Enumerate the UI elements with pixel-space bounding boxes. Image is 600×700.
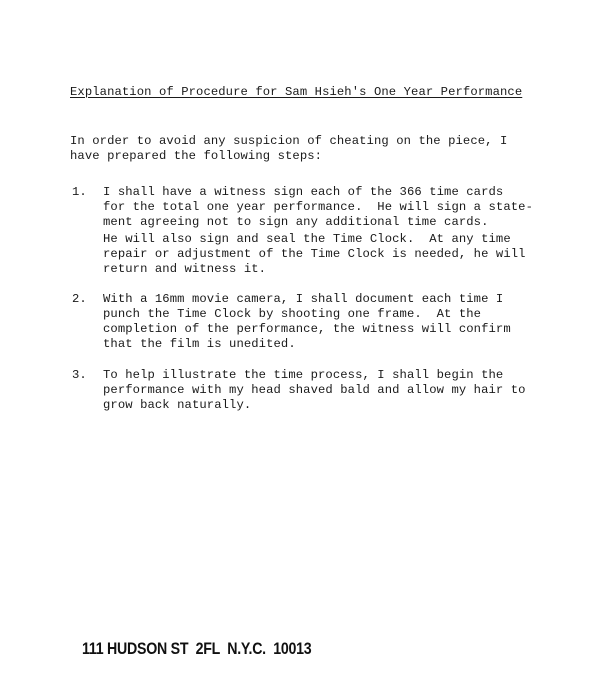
- item-number: 3.: [72, 368, 87, 382]
- item-number: 2.: [72, 292, 87, 306]
- item-text: With a 16mm movie camera, I shall document each time I punch the Time Clock by shooting one frame. At the completion of the performance, the witness will confirm that the film is unedited.: [103, 292, 511, 351]
- item-continuation: He will also sign and seal the Time Clock. At any time repair or adjustment of the Time Clock is needed, he will return and witness it.: [103, 232, 526, 276]
- address-stamp: 111 HUDSON ST 2FL N.Y.C. 10013: [82, 640, 312, 658]
- intro-paragraph: In order to avoid any suspicion of cheating on the piece, I have prepared the following steps:: [70, 134, 508, 163]
- document-title: Explanation of Procedure for Sam Hsieh's One Year Performance: [70, 85, 523, 99]
- item-text: To help illustrate the time process, I shall begin the performance with my head shaved bald and allow my hair to grow back naturally.: [103, 368, 526, 412]
- item-number: 1.: [72, 185, 87, 199]
- item-text: I shall have a witness sign each of the 366 time cards for the total one year performance. He will sign a state- ment agreeing not to sign any additional time cards.: [103, 185, 533, 229]
